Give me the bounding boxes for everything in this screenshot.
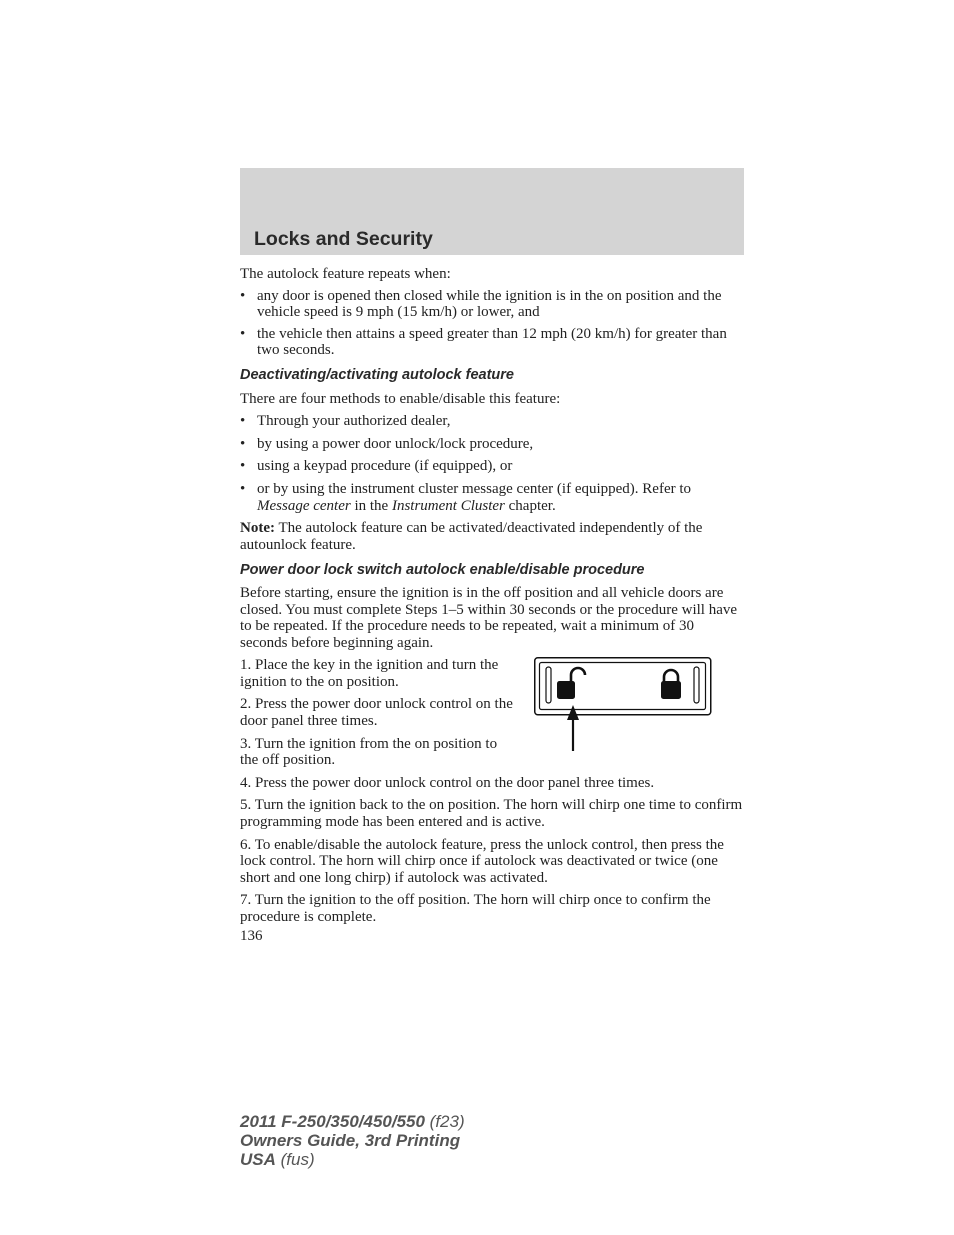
bullet-text: or by using the instrument cluster message center (if equipped). Refer to bbox=[257, 480, 692, 497]
section-header-band bbox=[240, 168, 744, 255]
footer-model-code: (f23) bbox=[424, 1112, 465, 1131]
step-4: 4. Press the power door unlock control on the door panel three times. bbox=[240, 774, 655, 791]
door-lock-switch-figure bbox=[534, 657, 712, 757]
list-item bbox=[240, 481, 744, 514]
list-item: • the vehicle then attains a speed greater than 12 mph (20 km/h) for greater than two seconds. bbox=[240, 326, 744, 359]
note-text: The autolock feature can be activated/deactivated independently of the autounlock feature. bbox=[240, 520, 703, 553]
footer-market-line bbox=[240, 1150, 465, 1169]
section-title: Locks and Security bbox=[254, 228, 433, 250]
document-footer bbox=[240, 1112, 465, 1169]
switch-right-ridge bbox=[694, 667, 699, 703]
bullet-text: in the bbox=[350, 497, 392, 514]
procedure-steps bbox=[240, 657, 744, 925]
autolock-repeat-conditions bbox=[240, 288, 744, 359]
message-center-reference: Message center bbox=[257, 497, 351, 514]
procedure-intro: Before starting, ensure the ignition is in the off position and all vehicle doors are closed. You must complete Steps 1–5 within 30 seconds or the procedure will have to be repeated. If the procedure needs to be repeated, wait a minimum of 30 seconds before beginning again. bbox=[240, 584, 738, 651]
page-number: 136 bbox=[240, 927, 263, 944]
bullet-text: chapter. bbox=[504, 497, 556, 514]
list-item: • by using a power door unlock/lock procedure, bbox=[240, 436, 744, 453]
footer-market-code: (fus) bbox=[275, 1150, 315, 1169]
lock-switch-diagram bbox=[534, 657, 712, 757]
step-5: 5. Turn the ignition back to the on position. The horn will chirp one time to confirm programming mode has been entered and is active. bbox=[240, 797, 743, 831]
deactivating-heading: Deactivating/activating autolock feature bbox=[240, 366, 514, 383]
list-item: • using a keypad procedure (if equipped), or bbox=[240, 458, 744, 475]
step-1: 1. Place the key in the ignition and turn the ignition to the on position. bbox=[240, 657, 499, 690]
step-2: 2. Press the power door unlock control on the door panel three times. bbox=[240, 696, 513, 730]
autolock-note bbox=[240, 520, 744, 553]
autolock-repeats-intro: The autolock feature repeats when: bbox=[240, 266, 451, 282]
list-item: • Through your authorized dealer, bbox=[240, 413, 744, 430]
step-6: 6. To enable/disable the autolock feature, press the unlock control, then press the lock control. The horn will chirp once if autolock was deactivated or twice (one short and one long chirp) if autolock was activated. bbox=[240, 836, 724, 886]
switch-left-ridge bbox=[546, 667, 551, 703]
step-3: 3. Turn the ignition from the on position to the off position. bbox=[240, 735, 498, 769]
instrument-cluster-reference: Instrument Cluster bbox=[391, 497, 505, 514]
footer-market: USA bbox=[240, 1150, 276, 1169]
enable-methods-list bbox=[240, 413, 744, 514]
footer-guide-line: Owners Guide, 3rd Printing bbox=[240, 1131, 461, 1150]
footer-model: 2011 F-250/350/450/550 bbox=[240, 1112, 425, 1131]
procedure-heading: Power door lock switch autolock enable/disable procedure bbox=[240, 562, 645, 579]
step-7: 7. Turn the ignition to the off position. The horn will chirp once to confirm the procedure is complete. bbox=[240, 892, 711, 925]
page-content bbox=[240, 266, 744, 944]
footer-model-line bbox=[240, 1112, 465, 1131]
list-item: • any door is opened then closed while the ignition is in the on position and the vehicle speed is 9 mph (15 km/h) or lower, and bbox=[240, 288, 744, 321]
deactivating-intro: There are four methods to enable/disable this feature: bbox=[240, 390, 561, 407]
note-label: Note: bbox=[240, 520, 275, 537]
